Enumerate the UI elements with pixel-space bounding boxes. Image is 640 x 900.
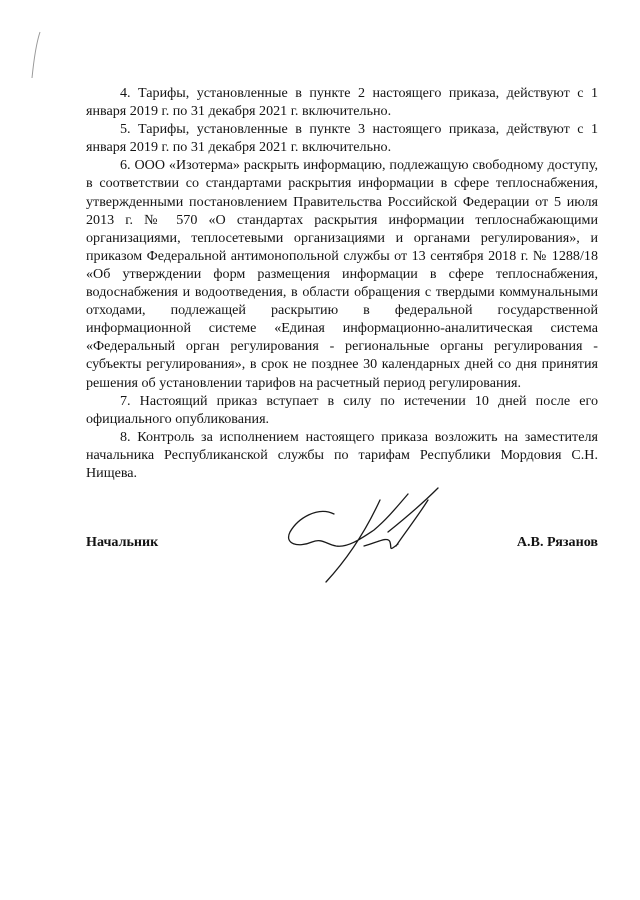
- signer-name: А.В. Рязанов: [516, 534, 598, 550]
- paragraph-item-8: 8. Контроль за исполнением настоящего приказа возложить на заместителя начальника Республиканской службы по тарифам Республики Мордовия С.Н. Нищева.: [86, 428, 598, 481]
- margin-pen-mark: [26, 30, 46, 80]
- handwritten-signature: [278, 486, 446, 586]
- paragraph-item-4: 4. Тарифы, установленные в пункте 2 настоящего приказа, действуют с 1 января 2019 г. по 31 декабря 2021 г. включительно.: [86, 85, 598, 120]
- paragraph-item-6: 6. ООО «Изотерма» раскрыть информацию, подлежащую свободному доступу, в соответствии со стандартами раскрытия информации в сфере теплоснабжения, утвержденными постановлением Правительства Российской Федерации от 5 июля 2013 г. № 570 «О стандартах раскрытия информации теплоснабжающими организациями, теплосетевыми организациями и органами регулирования», и приказом Федеральной антимонопольной службы от 13 сентября 2018 г. № 1288/18 «Об утверждении форм размещения информации в сфере теплоснабжения, водоснабжения и водоотведения, в области обращения с твердыми коммунальными отходами, подлежащей раскрытию в федеральной государственной информационной системе «Единая информационно-аналитическая система «Федеральный орган регулирования - региональные органы регулирования - субъекты регулирования», в срок не позднее 30 календарных дней со дня принятия решения об установлении тарифов на расчетный период регулирования.: [86, 157, 598, 391]
- document-body: [86, 84, 598, 482]
- paragraph-item-7: 7. Настоящий приказ вступает в силу по истечении 10 дней после его официального опубликования.: [86, 392, 598, 427]
- paragraph-item-5: 5. Тарифы, установленные в пункте 3 настоящего приказа, действуют с 1 января 2019 г. по 31 декабря 2021 г. включительно.: [86, 121, 598, 156]
- signer-title: Начальник: [86, 534, 159, 550]
